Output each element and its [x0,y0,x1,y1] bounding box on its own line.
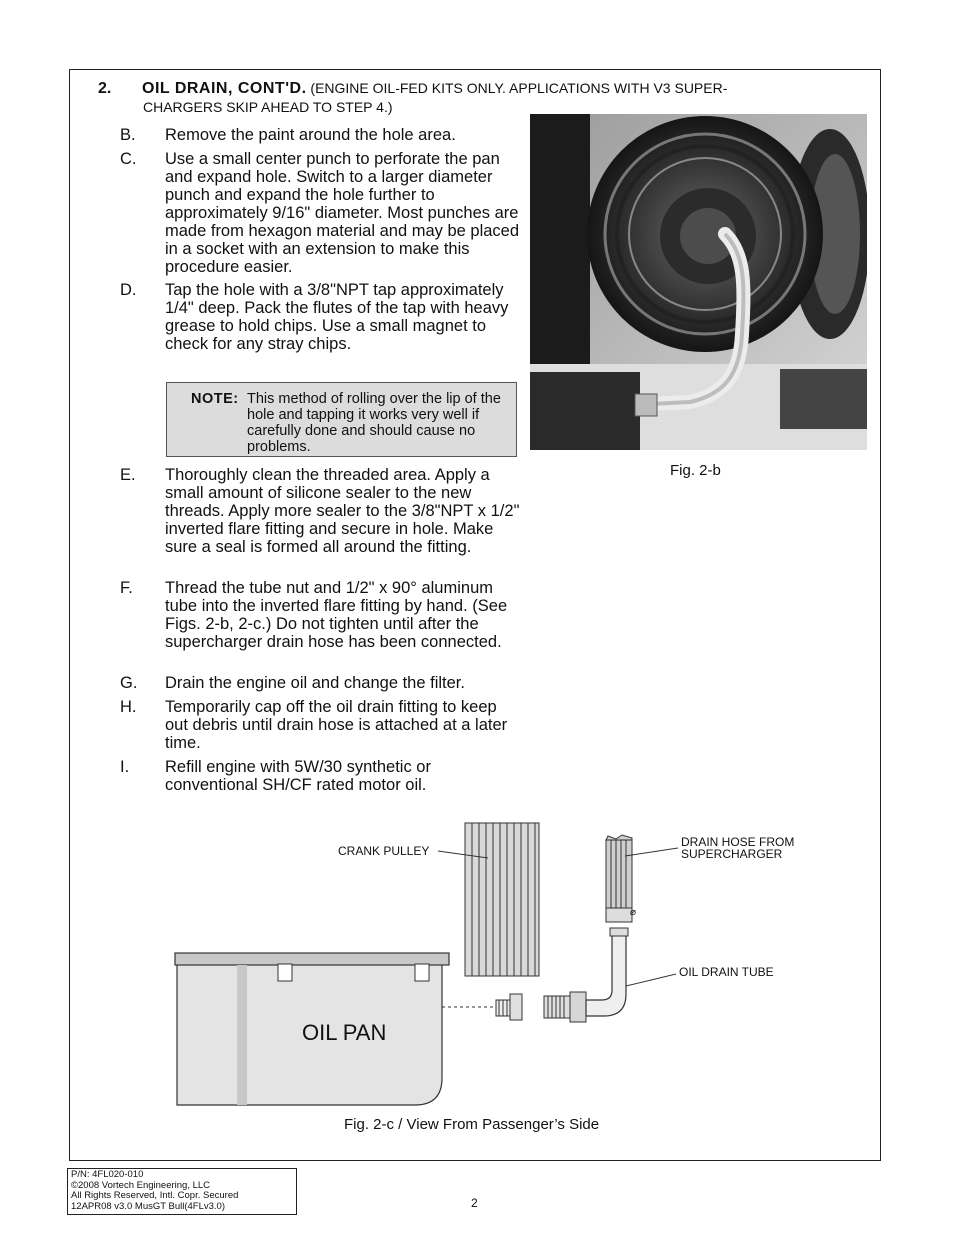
step-f [120,579,520,651]
step-text: Use a small center punch to perforate the pan and expand hole. Switch to a larger diameter punch and expand the hole further to approximately 9/16" diameter. Most punches are made from hexagon material and may be placed in a socket with an extension to make this procedure easier. [165,150,520,276]
flare-fitting [496,994,522,1020]
step-e [120,466,520,556]
label-oil-drain-tube: OIL DRAIN TUBE [679,965,774,979]
step-text: Tap the hole with a 3/8"NPT tap approximately 1/4" deep. Pack the flutes of the tap with heavy grease to hold chips. Use a small magnet to check for any stray chips. [165,281,509,353]
oil-drain-tube [586,928,628,1016]
label-drain-hose: DRAIN HOSE FROM SUPERCHARGER [681,835,795,861]
section-subtitle-1: (ENGINE OIL-FED KITS ONLY. APPLICATIONS WITH V3 SUPER- [310,80,728,96]
revision: 12APR08 v3.0 MusGT Bull(4FLv3.0) [71,1200,226,1212]
step-letter: B. [120,126,136,144]
step-h [120,698,520,752]
step-letter: F. [120,579,133,597]
footer-info-box [67,1168,297,1215]
section-subtitle-2: CHARGERS SKIP AHEAD TO STEP 4.) [143,99,393,115]
fig-2b-photo [530,114,867,450]
note-text: This method of rolling over the lip of the hole and tapping it works very well if carefully done and should cause no problems. [247,391,501,455]
step-letter: D. [120,281,137,299]
part-number: P/N: 4FL020-010 [71,1169,144,1180]
note-label: NOTE: [191,391,239,407]
diameter-symbol: ⌀ [630,907,637,918]
step-letter: E. [120,466,136,484]
label-oil-pan: OIL PAN [302,1020,387,1045]
step-text: Temporarily cap off the oil drain fitting to keep out debris until drain hose is attached at a later time. [165,698,508,752]
copyright: ©2008 Vortech Engineering, LLC [71,1179,211,1191]
fig-2c-caption: Fig. 2-c / View From Passenger’s Side [344,1116,600,1133]
section-title: OIL DRAIN, CONT'D. [142,80,307,97]
step-letter: G. [120,674,138,692]
fig-2c-diagram [170,818,810,1110]
section-number: 2. [98,80,112,97]
note-box [166,382,517,457]
step-b [120,126,520,144]
fig-2b-caption: Fig. 2-b [670,462,721,479]
drain-hose [606,835,632,922]
section-heading [98,80,838,116]
label-crank-pulley: CRANK PULLEY [338,844,430,858]
step-c [120,150,520,276]
rights: All Rights Reserved, Intl. Copr. Secured [71,1190,239,1201]
step-text: Thoroughly clean the threaded area. Apply a small amount of silicone sealer to the new threads. Apply more sealer to the 3/8"NPT x 1/2" inverted flare fitting and secure in hole. Make sure a seal is formed all around the fitting. [165,466,520,556]
step-i [120,758,520,794]
tube-nut [544,992,586,1022]
step-text: Refill engine with 5W/30 synthetic or conventional SH/CF rated motor oil. [165,758,431,794]
step-letter: C. [120,150,137,168]
step-letter: I. [120,758,130,776]
step-letter: H. [120,698,137,716]
crank-pulley [465,823,539,976]
step-d [120,281,520,353]
step-text: Remove the paint around the hole area. [165,126,456,144]
page-number: 2 [471,1196,478,1210]
step-text: Drain the engine oil and change the filter. [165,674,465,692]
step-g [120,674,520,692]
step-text: Thread the tube nut and 1/2" x 90° aluminum tube into the inverted flare fitting by hand. (See Figs. 2-b, 2-c.) Do not tighten until after the supercharger drain hose has been connected. [165,579,508,651]
